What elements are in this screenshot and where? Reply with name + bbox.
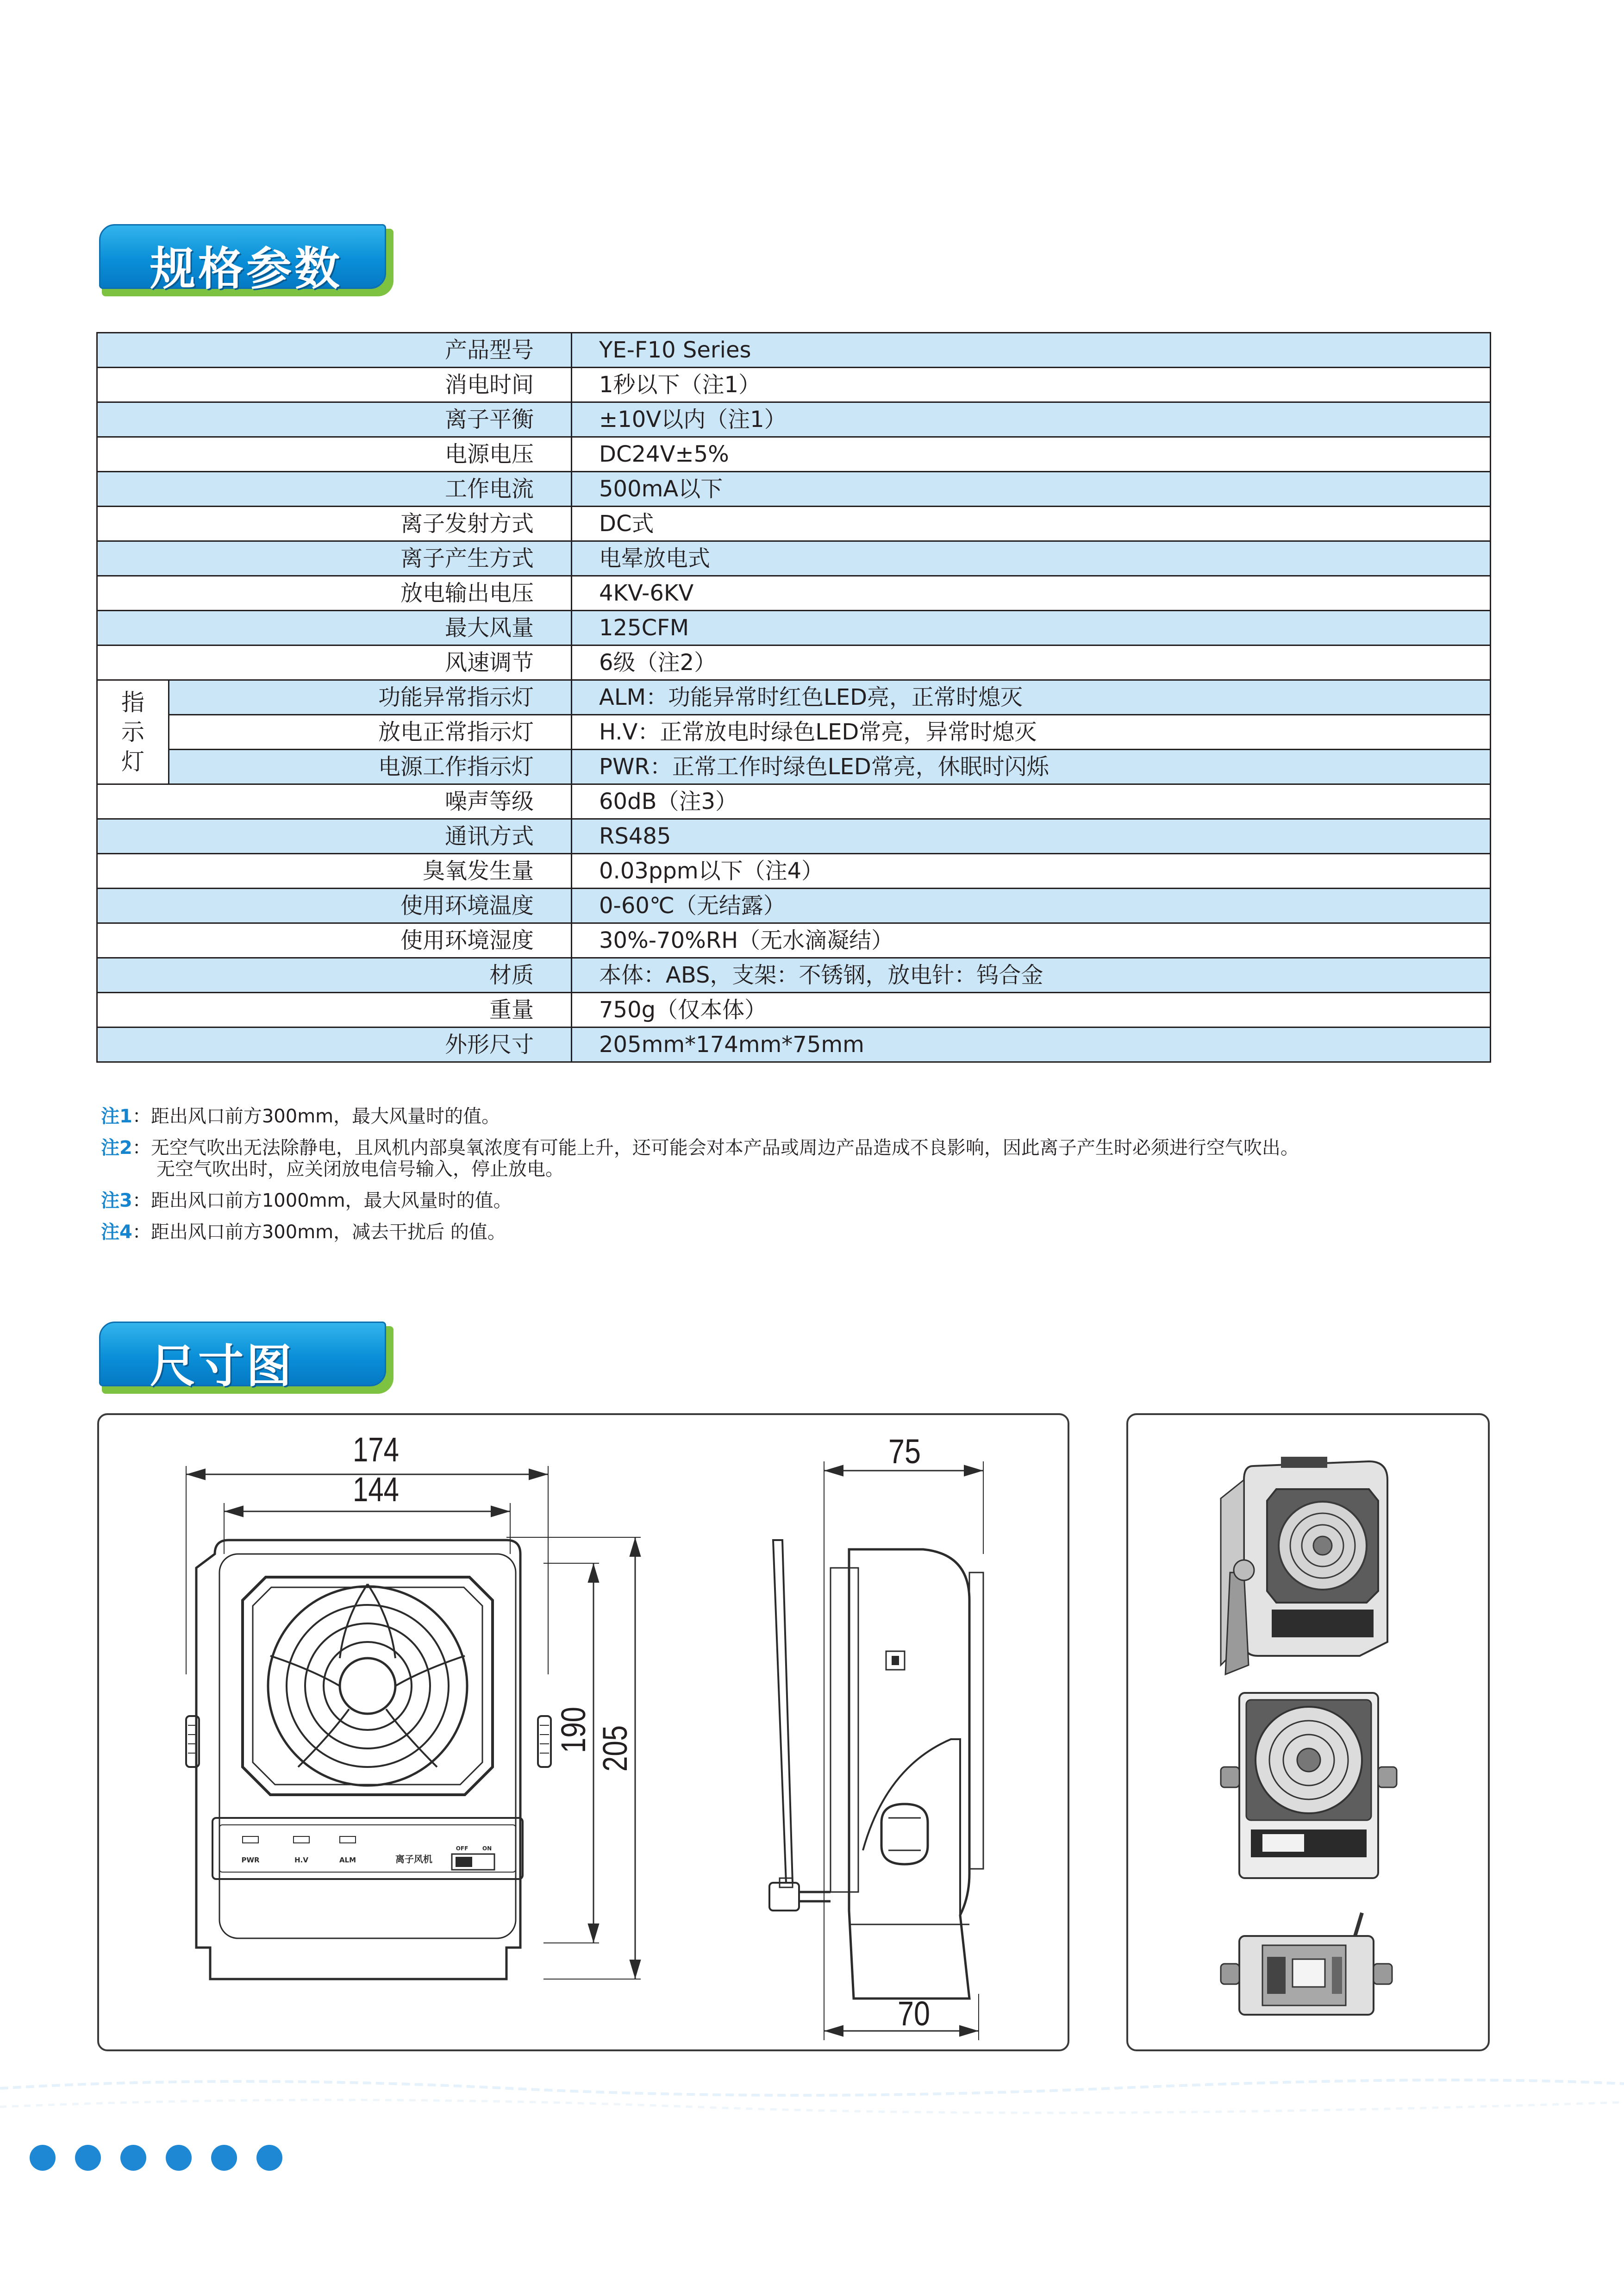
note-1 [101,1106,1490,1127]
spec-label: 最大风量 [97,611,572,645]
spec-label: 外形尺寸 [97,1027,572,1062]
spec-label: 使用环境温度 [97,889,572,923]
panel-hv-label: H.V [294,1856,308,1864]
note-tag: 注3 [101,1190,132,1211]
note-tag: 注2 [101,1137,132,1159]
spec-value: 4KV-6KV [572,576,1491,611]
spec-label: 放电正常指示灯 [169,715,572,750]
decorative-wave [0,2070,1624,2125]
note-text: ：无空气吹出无法除静电，且风机内部臭氧浓度有可能上升，还可能会对本产品或周边产品造成不良影响，因此离子产生时必须进行空气吹出。 [132,1137,1299,1159]
spec-value: PWR：正常工作时绿色LED常亮，休眠时闪烁 [572,750,1491,784]
spec-value: 6级（注2） [572,645,1491,680]
side-view [769,1432,983,2040]
indicator-group-label [97,680,169,784]
spec-label: 通讯方式 [97,819,572,854]
spec-row [97,333,1491,368]
spec-label: 工作电流 [97,472,572,507]
note-4 [101,1222,1490,1243]
hv-led [294,1836,309,1843]
page-dot [75,2145,101,2171]
antenna [773,1540,793,1883]
indicator-group-char: 示 [121,719,144,746]
spec-value: RS485 [572,819,1491,854]
spec-row [97,854,1491,889]
spec-label: 产品型号 [97,333,572,368]
product-rear-view [1221,1913,1392,2015]
spec-table [96,332,1491,1063]
panel-off-label: OFF [456,1845,468,1852]
spec-row [97,368,1491,402]
spec-value: ALM：功能异常时红色LED亮，正常时熄灭 [572,680,1491,715]
spec-label: 放电输出电压 [97,576,572,611]
spec-row [97,889,1491,923]
spec-row [97,576,1491,611]
product-perspective-view [1221,1457,1387,1674]
fan-hub [340,1658,395,1714]
spec-row [97,819,1491,854]
spec-value: ±10V以内（注1） [572,402,1491,437]
pwr-led [243,1836,258,1843]
page-dot [30,2145,56,2171]
spec-row [97,611,1491,645]
fan-housing [243,1577,493,1795]
spec-row [97,923,1491,958]
side-body [849,1549,969,1999]
dim-190-text: 190 [554,1696,593,1753]
spec-value: 500mA以下 [572,472,1491,507]
note-3 [101,1190,1490,1211]
spec-value: 0-60℃（无结露） [572,889,1491,923]
side-knob [881,1804,928,1864]
panel-alm-label: ALM [339,1856,356,1864]
spec-row [97,958,1491,993]
dimension-drawing-frame [97,1413,1069,2051]
spec-value: H.V：正常放电时绿色LED常亮，异常时熄灭 [572,715,1491,750]
dimension-drawing [99,1415,1068,2049]
page-dot [256,2145,282,2171]
indicator-group-char: 指 [121,689,144,716]
spec-row [97,507,1491,541]
dim-75-text: 75 [888,1432,921,1471]
spec-label: 重量 [97,993,572,1027]
note-tag: 注1 [101,1106,132,1127]
indicator-group-char: 灯 [121,748,144,775]
panel-name-label: 离子风机 [395,1854,432,1865]
spec-value: YE-F10 Series [572,333,1491,368]
page-dot [211,2145,237,2171]
product-view-frame [1126,1413,1490,2051]
spec-row [97,437,1491,472]
dimension-section-title: 尺寸图 [150,1340,295,1393]
note-text: ：距出风口前方300mm，减去干扰后 的值。 [132,1222,506,1243]
spec-row [97,541,1491,576]
spec-value: 205mm*174mm*75mm [572,1027,1491,1062]
note-text-continued: 无空气吹出时，应关闭放电信号输入，停止放电。 [156,1159,564,1180]
spec-section-heading [99,224,394,296]
product-views [1128,1415,1488,2049]
spec-row [97,784,1491,819]
dim-144-text: 144 [353,1470,399,1509]
spec-label: 离子发射方式 [97,507,572,541]
spec-value: 30%-70%RH（无水滴凝结） [572,923,1491,958]
spec-label: 使用环境湿度 [97,923,572,958]
dimension-section-heading [99,1322,394,1393]
spec-label: 风速调节 [97,645,572,680]
spec-label: 噪声等级 [97,784,572,819]
panel-on-label: ON [482,1845,492,1852]
right-knob [538,1716,551,1767]
spec-value: 60dB（注3） [572,784,1491,819]
spec-label: 消电时间 [97,368,572,402]
spec-value: 本体：ABS，支架：不锈钢，放电针：钨合金 [572,958,1491,993]
dim-70-text: 70 [898,1994,930,2033]
spec-value: 电晕放电式 [572,541,1491,576]
fan-guard [268,1586,467,1786]
spec-label: 电源工作指示灯 [169,750,572,784]
spec-label: 电源电压 [97,437,572,472]
front-view [186,1430,641,1979]
spec-row [97,1027,1491,1062]
spec-label: 离子平衡 [97,402,572,437]
spec-value: DC24V±5% [572,437,1491,472]
spec-label: 臭氧发生量 [97,854,572,889]
spec-row [97,472,1491,507]
spec-value: DC式 [572,507,1491,541]
spec-row [97,402,1491,437]
panel-pwr-label: PWR [241,1856,260,1864]
spec-label: 材质 [97,958,572,993]
alm-led [340,1836,356,1843]
note-2 [101,1137,1490,1180]
spec-label: 功能异常指示灯 [169,680,572,715]
note-tag: 注4 [101,1222,132,1243]
spec-row [97,680,1491,715]
note-text: ：距出风口前方1000mm，最大风量时的值。 [132,1190,512,1211]
spec-row [97,750,1491,784]
spec-section-title: 规格参数 [150,242,343,295]
notes [101,1106,1490,1253]
dim-174-text: 174 [353,1430,399,1469]
spec-value: 125CFM [572,611,1491,645]
spec-label: 离子产生方式 [97,541,572,576]
product-front-view [1221,1693,1397,1878]
page-dot [166,2145,192,2171]
spec-row [97,715,1491,750]
spec-value: 1秒以下（注1） [572,368,1491,402]
page-dot [120,2145,146,2171]
spec-row [97,645,1491,680]
spec-value: 0.03ppm以下（注4） [572,854,1491,889]
spec-row [97,993,1491,1027]
spec-value: 750g（仅本体） [572,993,1491,1027]
dim-205-text: 205 [596,1714,634,1772]
note-text: ：距出风口前方300mm，最大风量时的值。 [132,1106,500,1127]
